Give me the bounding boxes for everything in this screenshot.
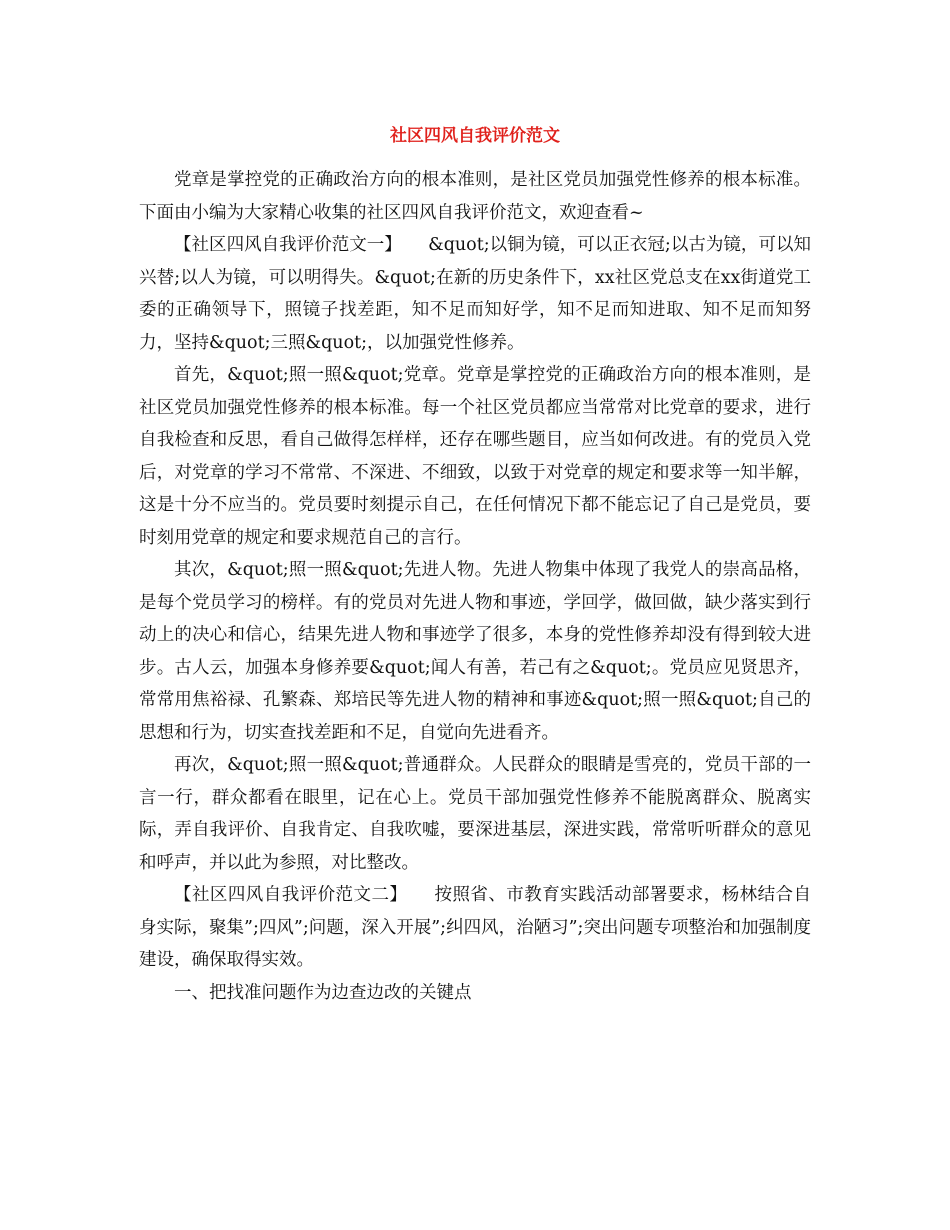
document-page	[139, 0, 811, 1009]
section-heading-one: 一、把找准问题作为边查边改的关键点	[174, 982, 472, 1003]
party-constitution-paragraph: 首先，&quot;照一照&quot;党章。党章是掌控党的正确政治方向的根本准则，是社区党员加强党性修养的根本标准。每一个社区党员都应当常常对比党章的要求，进行自我检查和反思，看自己做得怎样样，还存在哪些题目，应当如何改进。有的党员入党后，对党章的学习不常常、不深进、不细致，以致于对党章的规定和要求等一知半解，这是十分不应当的。党员要时刻提示自己，在任何情况下都不能忘记了自己是党员，要时刻用党章的规定和要求规范自己的言行。	[139, 365, 811, 548]
advanced-figures-paragraph: 其次，&quot;照一照&quot;先进人物。先进人物集中体现了我党人的崇高品格，是每个党员学习的榜样。有的党员对先进人物和事迹，学回学，做回做，缺少落实到行动上的决心和信心，结果先进人物和事迹学了很多，本身的党性修养却没有得到较大进步。古人云，加强本身修养要&quot;闻人有善，若己有之&quot;。党员应见贤思齐，常常用焦裕禄、孔繁森、郑培民等先进人物的精神和事迹&quot;照一照&quot;自己的思想和行为，切实查找差距和不足，自觉向先进看齐。	[139, 560, 811, 743]
sample-two-paragraph: 【社区四风自我评价范文二】 按照省、市教育实践活动部署要求，杨林结合自身实际，聚集”;四风”;问题，深入开展”;纠四风，治陋习”;突出问题专项整治和加强制度建设，确保取得实效。	[139, 885, 811, 970]
intro-paragraph: 党章是掌控党的正确政治方向的根本准则，是社区党员加强党性修养的根本标准。下面由小编为大家精心收集的社区四风自我评价范文，欢迎查看~	[139, 170, 811, 223]
document-title: 社区四风自我评价范文	[390, 126, 560, 146]
ordinary-masses-paragraph: 再次，&quot;照一照&quot;普通群众。人民群众的眼睛是雪亮的，党员干部的一言一行，群众都看在眼里，记在心上。党员干部加强党性修养不能脱离群众、脱离实际，弄自我评价、自我肯定、自我吹嘘，要深进基层，深进实践，常常听听群众的意见和呼声，并以此为参照，对比整改。	[139, 755, 811, 873]
sample-one-paragraph: 【社区四风自我评价范文一】 &quot;以铜为镜，可以正衣冠;以古为镜，可以知兴替;以人为镜，可以明得失。&quot;在新的历史条件下，xx社区党总支在xx街道党工委的正确领导下，照镜子找差距，知不足而知好学，知不足而知进取、知不足而知努力，坚持&quot;三照&quot;，以加强党性修养。	[139, 235, 811, 353]
